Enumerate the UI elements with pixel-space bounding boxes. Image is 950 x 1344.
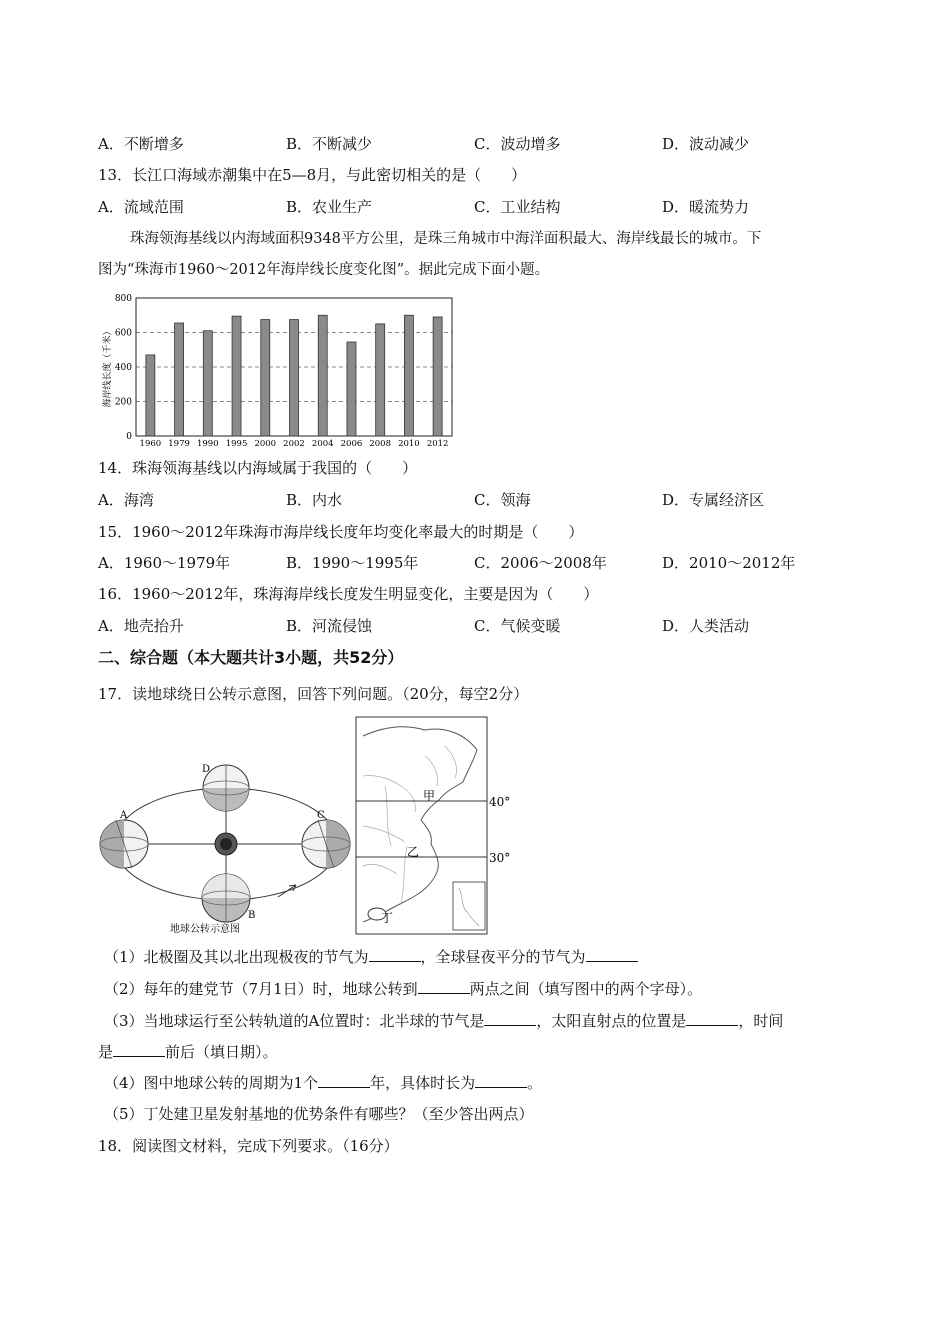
- q13-options: [98, 197, 858, 217]
- q17-p3-text-d: 是: [98, 1043, 114, 1061]
- q13-stem: 13．长江口海域赤潮集中在5—8月，与此密切相关的是（ ）: [98, 166, 527, 184]
- q14-options: [98, 490, 858, 510]
- answer-blank[interactable]: [686, 1011, 738, 1026]
- q17-p1-text-b: ，全球昼夜平分的节气为: [420, 948, 586, 966]
- earth-b: [202, 874, 250, 922]
- x-tick-label: 1990: [196, 439, 219, 448]
- q17-part-3-cont: [98, 1042, 278, 1062]
- y-axis-label: 海岸线长度（千米）: [103, 326, 113, 408]
- section-2-heading: 二、综合题（本大题共计3小题，共52分）: [98, 648, 404, 667]
- x-tick-label: 2008: [369, 439, 392, 448]
- q15-option-d: D．2010～2012年: [662, 554, 796, 572]
- q16-stem: 16．1960～2012年，珠海海岸线长度发生明显变化，主要是因为（ ）: [98, 585, 599, 603]
- answer-blank[interactable]: [369, 947, 421, 962]
- lat-label-30: 30°: [489, 851, 511, 865]
- q14-option-a: A．海湾: [98, 491, 154, 509]
- map-label-ding: 丁: [381, 911, 394, 925]
- q17-p3-text-a: （3）当地球运行至公转轨道的A位置时：北半球的节气是: [104, 1012, 485, 1030]
- q17-p4-text-c: 。: [527, 1074, 543, 1092]
- earth-a: [100, 820, 148, 868]
- coastline-chart: [98, 288, 458, 448]
- china-map-figure: [355, 716, 515, 936]
- orbit-figure: [98, 752, 354, 936]
- orbit-label-b: B: [248, 910, 256, 921]
- q16-option-b: B．河流侵蚀: [286, 617, 373, 635]
- x-tick-label: 2010: [398, 439, 420, 448]
- q17-part-3: [104, 1011, 783, 1031]
- q13-option-a: A．流域范围: [98, 198, 184, 216]
- orbit-label-d: D: [202, 764, 211, 775]
- q12-option-d: D．波动减少: [662, 135, 750, 153]
- bar: [290, 320, 299, 436]
- map-label-yi: 乙: [407, 845, 420, 859]
- orbit-label-a: A: [120, 810, 128, 821]
- q14-option-b: B．内水: [286, 491, 343, 509]
- q17-p3-text-e: 前后（填日期）。: [165, 1043, 278, 1061]
- bar: [347, 342, 356, 436]
- answer-blank[interactable]: [475, 1073, 527, 1088]
- intro-line-1: 珠海领海基线以内海域面积9348平方公里，是珠三角城市中海洋面积最大、海岸线最长的城市。下: [130, 231, 762, 247]
- x-tick-label: 1995: [225, 439, 248, 448]
- q15-options: [98, 553, 858, 573]
- earth-c: [302, 820, 350, 868]
- answer-blank[interactable]: [586, 947, 638, 962]
- q18-stem: 18．阅读图文材料，完成下列要求。（16分）: [98, 1137, 399, 1155]
- q17-stem: 17．读地球绕日公转示意图，回答下列问题。（20分，每空2分）: [98, 685, 529, 703]
- answer-blank[interactable]: [418, 979, 470, 994]
- bar: [232, 316, 241, 436]
- q17-p4-text-b: 年，具体时长为: [370, 1074, 476, 1092]
- bar: [175, 323, 184, 436]
- q12-option-a: A．不断增多: [98, 135, 184, 153]
- q16-options: [98, 616, 858, 636]
- q12-option-b: B．不断减少: [286, 135, 373, 153]
- q17-p2-text-a: （2）每年的建党节（7月1日）时，地球公转到: [104, 980, 418, 998]
- q15-option-b: B．1990～1995年: [286, 554, 419, 572]
- bar: [318, 315, 327, 436]
- x-tick-label: 1979: [168, 439, 190, 448]
- x-tick-label: 2002: [283, 439, 305, 448]
- y-tick-label: 600: [114, 328, 132, 339]
- q15-option-c: C．2006～2008年: [474, 554, 607, 572]
- q15-option-a: A．1960～1979年: [98, 554, 231, 572]
- orbit-label-c: C: [317, 810, 325, 821]
- q12-options: [98, 134, 858, 154]
- q17-part-4: [104, 1073, 542, 1093]
- q17-p3-text-c: ，时间: [738, 1012, 784, 1030]
- q17-p4-text-a: （4）图中地球公转的周期为1个: [104, 1074, 319, 1092]
- q13-option-d: D．暖流势力: [662, 198, 750, 216]
- china-east-map: [355, 716, 515, 936]
- bar: [203, 331, 212, 436]
- q17-p3-text-b: ，太阳直射点的位置是: [536, 1012, 687, 1030]
- bar: [146, 355, 155, 436]
- q17-p1-text-a: （1）北极圈及其以北出现极夜的节气为: [104, 948, 369, 966]
- q17-p2-text-b: 两点之间（填写图中的两个字母）。: [469, 980, 703, 998]
- x-tick-label: 1960: [139, 439, 162, 448]
- bar: [433, 317, 442, 436]
- lat-label-40: 40°: [489, 795, 511, 809]
- x-tick-label: 2006: [340, 439, 363, 448]
- coastline-bar-chart: [98, 288, 458, 448]
- orbit-caption: 地球公转示意图: [170, 924, 240, 935]
- q16-option-a: A．地壳抬升: [98, 617, 184, 635]
- answer-blank[interactable]: [113, 1042, 165, 1057]
- q12-option-c: C．波动增多: [474, 135, 561, 153]
- q16-option-c: C．气候变暖: [474, 617, 561, 635]
- q14-option-c: C．领海: [474, 491, 531, 509]
- map-label-jia: 甲: [423, 789, 436, 803]
- bar: [404, 315, 413, 436]
- q14-stem: 14．珠海领海基线以内海域属于我国的（ ）: [98, 459, 418, 477]
- y-tick-label: 0: [126, 432, 132, 442]
- q13-option-b: B．农业生产: [286, 198, 373, 216]
- y-tick-label: 800: [114, 294, 132, 304]
- y-tick-label: 200: [114, 397, 132, 408]
- answer-blank[interactable]: [484, 1011, 536, 1026]
- y-tick-label: 400: [114, 363, 132, 373]
- x-tick-label: 2000: [254, 439, 277, 448]
- q17-part-5: （5）丁处建卫星发射基地的优势条件有哪些？（至少答出两点）: [104, 1105, 534, 1123]
- q13-option-c: C．工业结构: [474, 198, 561, 216]
- answer-blank[interactable]: [318, 1073, 370, 1088]
- q15-stem: 15．1960～2012年珠海市海岸线长度年均变化率最大的时期是（ ）: [98, 523, 584, 541]
- q14-option-d: D．专属经济区: [662, 491, 765, 509]
- x-tick-label: 2004: [311, 439, 334, 448]
- bar: [261, 320, 270, 436]
- q17-part-1: [104, 947, 638, 967]
- q17-part-2: [104, 979, 702, 999]
- x-tick-label: 2012: [426, 439, 449, 448]
- earth-orbit-diagram: [98, 752, 354, 936]
- bar: [376, 324, 385, 436]
- q16-option-d: D．人类活动: [662, 617, 750, 635]
- intro-line-2: 图为“珠海市1960～2012年海岸线长度变化图”。据此完成下面小题。: [98, 262, 550, 278]
